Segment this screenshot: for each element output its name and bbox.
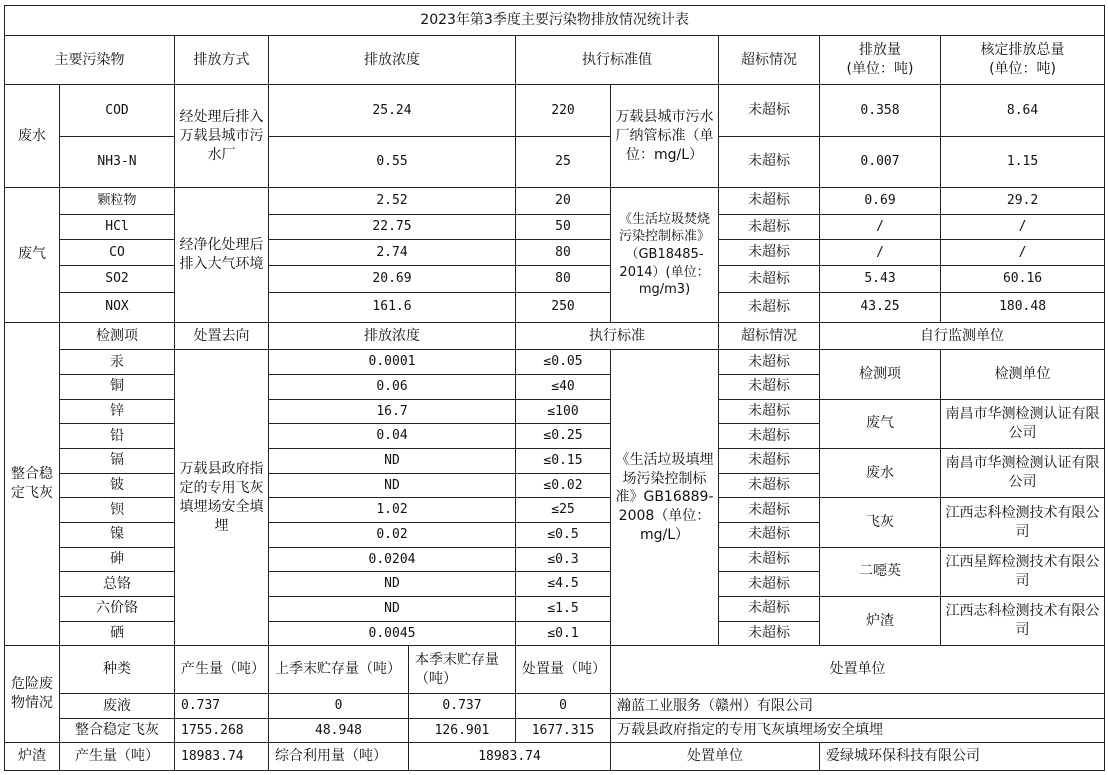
concentration-value: 0.0204 [269, 547, 516, 572]
slag-utilized-value: 18983.74 [409, 743, 611, 771]
monitor-unit: 江西星辉检测技术有限公司 [941, 547, 1105, 596]
hazardous-produced: 1755.268 [175, 719, 269, 743]
exceed-status: 未超标 [719, 292, 820, 322]
standard-value: 80 [516, 266, 611, 293]
report-body [5, 6, 1105, 771]
col-header-approved-total: 核定排放总量 (单位：吨) [941, 35, 1105, 84]
hazardous-disposed: 1677.315 [516, 719, 611, 743]
exceed-status: 未超标 [719, 187, 820, 214]
flyash-item-name: 锌 [60, 399, 175, 424]
concentration-value: 0.06 [269, 375, 516, 400]
hazardous-header-this-stock: 本季末贮存量（吨） [409, 646, 516, 693]
exceed-status: 未超标 [719, 498, 820, 523]
standard-value: 250 [516, 292, 611, 322]
pollutant-name: HCl [60, 214, 175, 240]
hazardous-disposal-unit: 瀚蓝工业服务（赣州）有限公司 [611, 693, 1105, 719]
approved-total-value: 180.48 [941, 292, 1105, 322]
emission-value: 43.25 [820, 292, 941, 322]
concentration-value: 25.24 [269, 85, 516, 136]
hazardous-header-produced: 产生量（吨） [175, 646, 269, 693]
slag-produced-label: 产生量（吨） [60, 743, 175, 771]
standard-value: ≤4.5 [516, 572, 611, 597]
exceed-status: 未超标 [719, 266, 820, 293]
standard-value: ≤0.05 [516, 350, 611, 375]
monitor-item: 废水 [820, 449, 941, 498]
approved-total-value: 29.2 [941, 187, 1105, 214]
hazardous-header-type: 种类 [60, 646, 175, 693]
monitor-item: 二噁英 [820, 547, 941, 596]
hazardous-produced: 0.737 [175, 693, 269, 719]
exceed-status: 未超标 [719, 523, 820, 548]
pollutant-name: 颗粒物 [60, 187, 175, 214]
slag-utilized-label: 综合利用量（吨） [269, 743, 409, 771]
exhaust-standard-note: 《生活垃圾焚烧污染控制标准》（GB18485-2014）(单位：mg/m3) [611, 187, 719, 322]
concentration-value: 1.02 [269, 498, 516, 523]
pollutant-name: COD [60, 85, 175, 136]
table-title: 2023年第3季度主要污染物排放情况统计表 [5, 6, 1105, 36]
approved-total-value: 8.64 [941, 85, 1105, 136]
flyash-header-disposal: 处置去向 [175, 322, 269, 350]
approved-total-value: / [941, 214, 1105, 240]
standard-value: 25 [516, 136, 611, 187]
exceed-status: 未超标 [719, 240, 820, 266]
flyash-item-name: 六价铬 [60, 597, 175, 622]
exceed-status: 未超标 [719, 85, 820, 136]
flyash-item-name: 镉 [60, 449, 175, 474]
standard-value: ≤25 [516, 498, 611, 523]
pollutant-name: NOX [60, 292, 175, 322]
standard-value: 20 [516, 187, 611, 214]
standard-value: ≤0.1 [516, 621, 611, 646]
concentration-value: 0.02 [269, 523, 516, 548]
wastewater-standard-note: 万载县城市污水厂纳管标准（单位：mg/L） [611, 85, 719, 188]
flyash-header-standard: 执行标准 [516, 322, 719, 350]
concentration-value: 0.0001 [269, 350, 516, 375]
concentration-value: 16.7 [269, 399, 516, 424]
emission-value: 5.43 [820, 266, 941, 293]
concentration-value: 2.74 [269, 240, 516, 266]
concentration-value: 0.04 [269, 424, 516, 449]
concentration-value: ND [269, 597, 516, 622]
monitor-header-item: 检测项 [820, 350, 941, 399]
standard-value: 220 [516, 85, 611, 136]
concentration-value: 2.52 [269, 187, 516, 214]
col-header-method: 排放方式 [175, 35, 269, 84]
pollutant-name: CO [60, 240, 175, 266]
hazardous-this-stock: 0.737 [409, 693, 516, 719]
flyash-header-concentration: 排放浓度 [269, 322, 516, 350]
standard-value: ≤0.15 [516, 449, 611, 474]
hazardous-type: 整合稳定飞灰 [60, 719, 175, 743]
col-header-standard: 执行标准值 [516, 35, 719, 84]
flyash-item-name: 铅 [60, 424, 175, 449]
wastewater-category-label: 废水 [5, 85, 60, 188]
flyash-item-name: 铜 [60, 375, 175, 400]
pollutant-name: SO2 [60, 266, 175, 293]
concentration-value: ND [269, 473, 516, 498]
standard-value: 80 [516, 240, 611, 266]
col-header-exceed: 超标情况 [719, 35, 820, 84]
slag-produced-value: 18983.74 [175, 743, 269, 771]
pollutant-name: NH3-N [60, 136, 175, 187]
standard-value: ≤0.02 [516, 473, 611, 498]
col-header-pollutant: 主要污染物 [5, 35, 175, 84]
standard-value: 50 [516, 214, 611, 240]
flyash-disposal: 万载县政府指定的专用飞灰填埋场安全填埋 [175, 350, 269, 646]
slag-category-label: 炉渣 [5, 743, 60, 771]
flyash-item-name: 汞 [60, 350, 175, 375]
exceed-status: 未超标 [719, 350, 820, 375]
emission-value: / [820, 240, 941, 266]
concentration-value: 0.0045 [269, 621, 516, 646]
hazardous-disposal-unit: 万载县政府指定的专用飞灰填埋场安全填埋 [611, 719, 1105, 743]
monitor-header-unit: 检测单位 [941, 350, 1105, 399]
approved-total-value: 1.15 [941, 136, 1105, 187]
flyash-standard-note: 《生活垃圾填埋场污染控制标准》GB16889-2008（单位：mg/L） [611, 350, 719, 646]
concentration-value: ND [269, 572, 516, 597]
hazardous-last-stock: 0 [269, 693, 409, 719]
col-header-emission: 排放量 (单位：吨) [820, 35, 941, 84]
hazardous-this-stock: 126.901 [409, 719, 516, 743]
concentration-value: ND [269, 449, 516, 474]
standard-value: ≤0.3 [516, 547, 611, 572]
monitor-unit: 南昌市华测检测认证有限公司 [941, 449, 1105, 498]
flyash-header-item: 检测项 [60, 322, 175, 350]
monitor-item: 废气 [820, 399, 941, 448]
monitor-unit: 江西志科检测技术有限公司 [941, 498, 1105, 547]
hazardous-category-label: 危险废物情况 [5, 646, 60, 743]
emission-value: 0.007 [820, 136, 941, 187]
exceed-status: 未超标 [719, 399, 820, 424]
hazardous-header-last-stock: 上季末贮存量（吨） [269, 646, 409, 693]
exceed-status: 未超标 [719, 547, 820, 572]
exceed-status: 未超标 [719, 449, 820, 474]
approved-total-value: 60.16 [941, 266, 1105, 293]
slag-disposal-unit-label: 处置单位 [611, 743, 820, 771]
exceed-status: 未超标 [719, 375, 820, 400]
hazardous-last-stock: 48.948 [269, 719, 409, 743]
monitor-unit: 南昌市华测检测认证有限公司 [941, 399, 1105, 448]
flyash-category-label: 整合稳定飞灰 [5, 322, 60, 646]
flyash-item-name: 铍 [60, 473, 175, 498]
emission-report-table [4, 5, 1105, 771]
hazardous-type: 废液 [60, 693, 175, 719]
standard-value: ≤0.5 [516, 523, 611, 548]
emission-value: 0.358 [820, 85, 941, 136]
exceed-status: 未超标 [719, 597, 820, 622]
standard-value: ≤0.25 [516, 424, 611, 449]
exceed-status: 未超标 [719, 424, 820, 449]
concentration-value: 20.69 [269, 266, 516, 293]
flyash-item-name: 砷 [60, 547, 175, 572]
monitor-item: 炉渣 [820, 597, 941, 646]
approved-total-value: / [941, 240, 1105, 266]
emission-value: / [820, 214, 941, 240]
flyash-header-monitor: 自行监测单位 [820, 322, 1105, 350]
col-header-concentration: 排放浓度 [269, 35, 516, 84]
flyash-item-name: 钡 [60, 498, 175, 523]
flyash-item-name: 硒 [60, 621, 175, 646]
standard-value: ≤100 [516, 399, 611, 424]
exceed-status: 未超标 [719, 136, 820, 187]
flyash-item-name: 镍 [60, 523, 175, 548]
slag-disposal-unit: 爱绿城环保科技有限公司 [820, 743, 1105, 771]
concentration-value: 161.6 [269, 292, 516, 322]
concentration-value: 22.75 [269, 214, 516, 240]
standard-value: ≤1.5 [516, 597, 611, 622]
hazardous-header-unit: 处置单位 [611, 646, 1105, 693]
concentration-value: 0.55 [269, 136, 516, 187]
emission-value: 0.69 [820, 187, 941, 214]
exceed-status: 未超标 [719, 621, 820, 646]
exhaust-method: 经净化处理后排入大气环境 [175, 187, 269, 322]
exceed-status: 未超标 [719, 473, 820, 498]
flyash-header-exceed: 超标情况 [719, 322, 820, 350]
standard-value: ≤40 [516, 375, 611, 400]
hazardous-disposed: 0 [516, 693, 611, 719]
exhaust-category-label: 废气 [5, 187, 60, 322]
monitor-unit: 江西志科检测技术有限公司 [941, 597, 1105, 646]
exceed-status: 未超标 [719, 572, 820, 597]
hazardous-header-disposed: 处置量（吨） [516, 646, 611, 693]
monitor-item: 飞灰 [820, 498, 941, 547]
flyash-item-name: 总铬 [60, 572, 175, 597]
exceed-status: 未超标 [719, 214, 820, 240]
wastewater-method: 经处理后排入万载县城市污水厂 [175, 85, 269, 188]
